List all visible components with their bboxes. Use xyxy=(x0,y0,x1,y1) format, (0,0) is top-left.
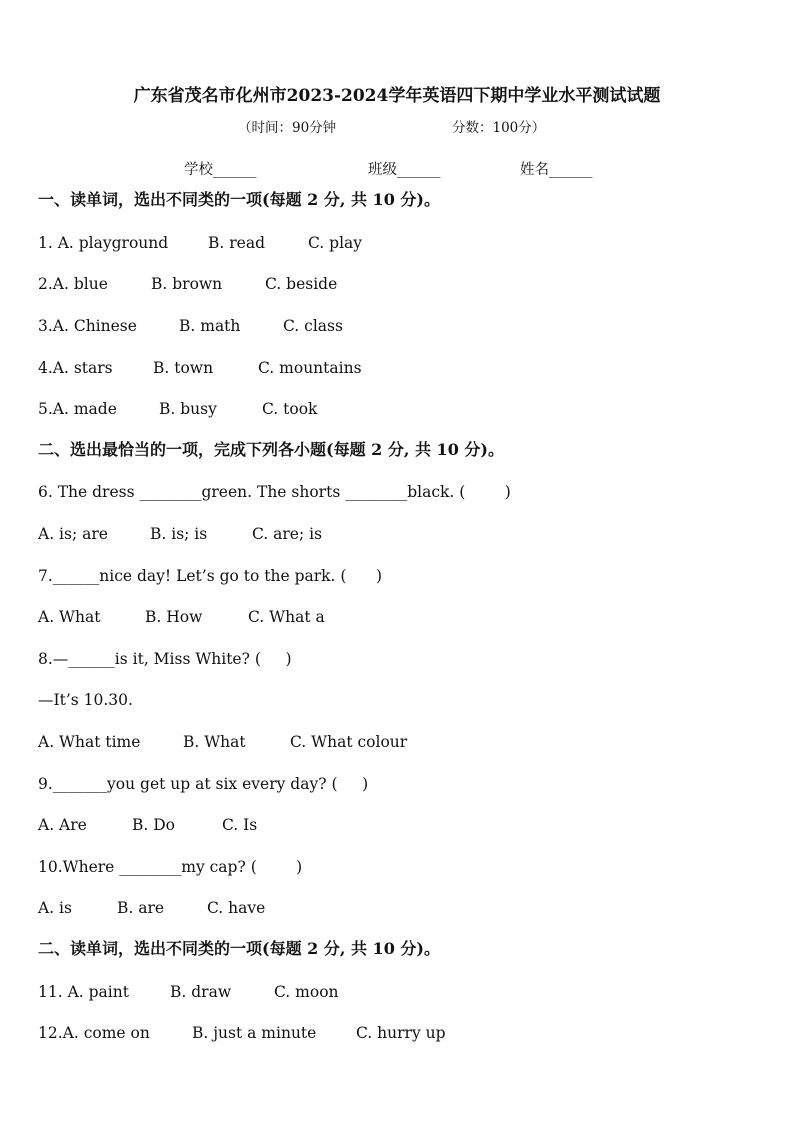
option-a: A. Are xyxy=(38,816,87,834)
option-c: C. What colour xyxy=(290,733,408,751)
option-a: A. is xyxy=(38,899,72,917)
exam-score: 分数：100分） xyxy=(452,120,546,136)
option-c: C. are; is xyxy=(252,525,323,543)
option-c: C. Is xyxy=(222,816,258,834)
option-b: B. is; is xyxy=(150,525,208,543)
option-c: C. What a xyxy=(248,608,325,626)
option-b: B. busy xyxy=(159,400,217,418)
section-heading-2: 二、选出最恰当的一项，完成下列各小题(每题 2 分, 共 10 分)。 xyxy=(38,440,504,459)
option-c: C. moon xyxy=(274,983,339,1001)
option-b: B. Do xyxy=(132,816,176,834)
question-stem: 10.Where ________my cap? ( ) xyxy=(38,858,303,876)
class-field[interactable]: 班级______ xyxy=(368,162,441,178)
question-stem: 8.—______is it, Miss White? ( ) xyxy=(38,650,292,668)
option-c: C. mountains xyxy=(258,359,362,377)
option-a: A. What time xyxy=(38,733,141,751)
option-a: 3.A. Chinese xyxy=(38,317,137,335)
option-a: 2.A. blue xyxy=(38,275,108,293)
option-b: B. brown xyxy=(151,275,223,293)
section-heading-1: 一、读单词，选出不同类的一项(每题 2 分, 共 10 分)。 xyxy=(38,190,440,209)
question-stem: 7.______nice day! Let’s go to the park. ( ) xyxy=(38,567,383,585)
question-stem: 6. The dress ________green. The shorts ________black. ( ) xyxy=(38,483,511,501)
option-c: C. play xyxy=(308,234,363,252)
option-a: A. is; are xyxy=(38,525,108,543)
option-b: B. just a minute xyxy=(192,1024,317,1042)
option-c: C. hurry up xyxy=(356,1024,446,1042)
option-c: C. took xyxy=(262,400,318,418)
option-b: B. draw xyxy=(170,983,232,1001)
exam-time: （时间：90分钟 xyxy=(238,120,337,136)
option-a: 1. A. playground xyxy=(38,234,169,252)
option-c: C. class xyxy=(283,317,343,335)
option-b: B. How xyxy=(145,608,203,626)
option-a: 12.A. come on xyxy=(38,1024,150,1042)
page-title: 广东省茂名市化州市2023-2024学年英语四下期中学业水平测试试题 xyxy=(133,86,661,106)
option-a: 5.A. made xyxy=(38,400,117,418)
option-a: 4.A. stars xyxy=(38,359,113,377)
question-stem: 9._______you get up at six every day? ( ) xyxy=(38,775,369,793)
option-b: B. read xyxy=(208,234,265,252)
option-b: B. town xyxy=(153,359,214,377)
option-b: B. What xyxy=(183,733,246,751)
option-b: B. are xyxy=(117,899,165,917)
option-c: C. have xyxy=(207,899,266,917)
dialogue-reply: —It’s 10.30. xyxy=(38,691,133,709)
option-a: A. What xyxy=(38,608,101,626)
school-field[interactable]: 学校______ xyxy=(184,162,257,178)
option-c: C. beside xyxy=(265,275,338,293)
section-heading-3: 二、读单词，选出不同类的一项(每题 2 分, 共 10 分)。 xyxy=(38,939,440,958)
name-field[interactable]: 姓名______ xyxy=(520,162,593,178)
option-b: B. math xyxy=(179,317,241,335)
option-a: 11. A. paint xyxy=(38,983,129,1001)
